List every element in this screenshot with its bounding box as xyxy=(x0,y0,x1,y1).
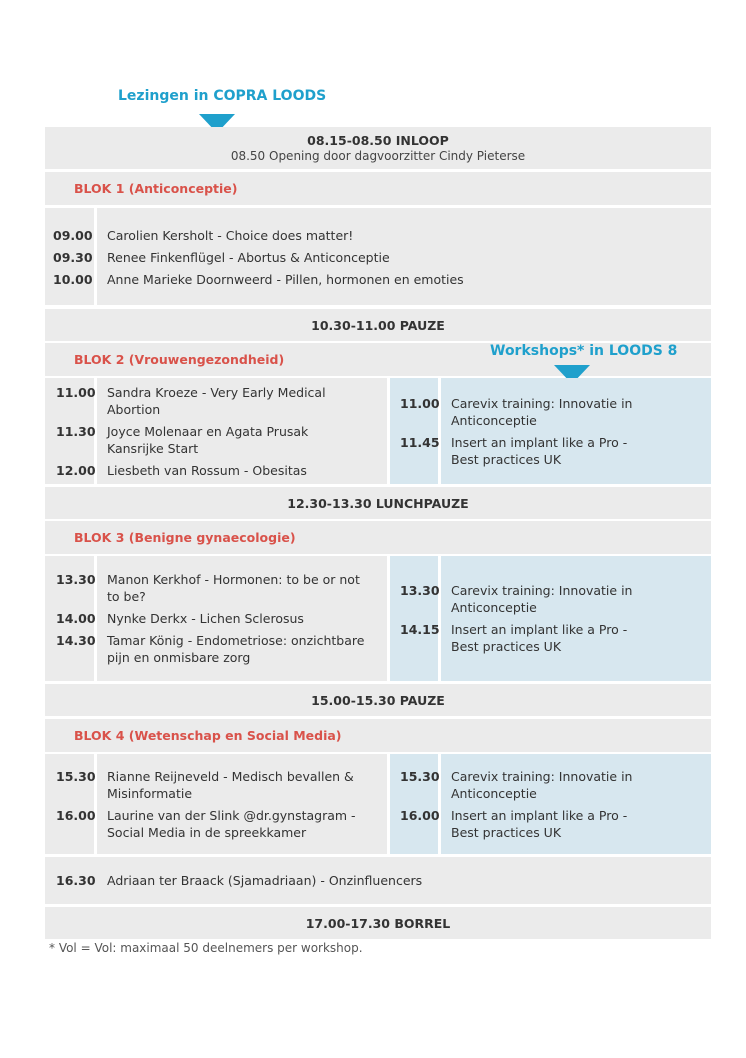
blok1-header xyxy=(45,172,711,205)
blok4-talk-1: Rianne Reijneveld - Medisch bevallen & Misinformatie xyxy=(107,769,354,801)
closing-talk-time: 16.30 xyxy=(56,873,96,888)
blok2-talk-2: Joyce Molenaar en Agata Prusak Kansrijke Start xyxy=(107,424,309,456)
blok1-title: BLOK 1 (Anticonceptie) xyxy=(74,181,238,196)
borrel-title: 17.00-17.30 BORREL xyxy=(305,916,451,931)
lunch-title: 12.30-13.30 LUNCHPAUZE xyxy=(287,496,469,511)
footnote: * Vol = Vol: maximaal 50 deelnemers per workshop. xyxy=(49,941,363,955)
blok3-workshop-time-2: 14.15 xyxy=(400,622,440,637)
blok2-workshop-time-column xyxy=(390,378,438,484)
pauze2-title: 15.00-15.30 PAUZE xyxy=(311,693,445,708)
blok4-talk-2: Laurine van der Slink @dr.gynstagram - Social Media in de spreekkamer xyxy=(107,808,356,840)
inloop-subtitle: 08.50 Opening door dagvoorzitter Cindy Pieterse xyxy=(230,149,526,163)
blok2-title: BLOK 2 (Vrouwengezondheid) xyxy=(74,352,285,367)
blok3-time-1: 13.30 xyxy=(56,572,96,587)
blok2-workshop-2: Insert an implant like a Pro - Best practices UK xyxy=(451,435,628,467)
blok2-time-1: 11.00 xyxy=(56,385,96,400)
blok3-header xyxy=(45,521,711,554)
blok4-workshop-time-2: 16.00 xyxy=(400,808,440,823)
workshops-venue-label: Workshops* in LOODS 8 xyxy=(490,343,678,359)
blok4-workshop-time-1: 15.30 xyxy=(400,769,440,784)
blok2-workshop-time-1: 11.00 xyxy=(400,396,440,411)
blok1-time-2: 09.30 xyxy=(53,250,93,265)
closing-talk-label: Adriaan ter Braack (Sjamadriaan) - Onzinfluencers xyxy=(107,873,423,888)
blok2-talk-1: Sandra Kroeze - Very Early Medical Abortion xyxy=(107,385,326,417)
closing-talk-row xyxy=(45,857,711,904)
lezingen-venue-label: Lezingen in COPRA LOODS xyxy=(118,88,327,104)
blok2-workshop-1: Carevix training: Innovatie in Anticonceptie xyxy=(451,396,633,428)
blok1-time-1: 09.00 xyxy=(53,228,93,243)
blok3-title: BLOK 3 (Benigne gynaecologie) xyxy=(74,530,296,545)
lunch-band xyxy=(45,487,711,519)
blok1-time-3: 10.00 xyxy=(53,272,93,287)
blok4-title: BLOK 4 (Wetenschap en Social Media) xyxy=(74,728,342,743)
blok4-time-2: 16.00 xyxy=(56,808,96,823)
blok1-talk-1: Carolien Kersholt - Choice does matter! xyxy=(107,228,354,243)
blok3-workshop-time-1: 13.30 xyxy=(400,583,440,598)
blok4-header xyxy=(45,719,711,752)
blok2-time-3: 12.00 xyxy=(56,463,96,478)
blok4-workshop-2: Insert an implant like a Pro - Best practices UK xyxy=(451,808,628,840)
blok3-workshop-2: Insert an implant like a Pro - Best practices UK xyxy=(451,622,628,654)
blok4-workshop-1: Carevix training: Innovatie in Anticonceptie xyxy=(451,769,633,801)
pauze1-band xyxy=(45,309,711,341)
blok2-talk-3: Liesbeth van Rossum - Obesitas xyxy=(107,463,307,478)
blok3-workshop-content xyxy=(441,556,711,681)
blok1-talk-2: Renee Finkenflügel - Abortus & Anticonceptie xyxy=(107,250,390,265)
blok3-time-2: 14.00 xyxy=(56,611,96,626)
blok3-workshop-time-column xyxy=(390,556,438,681)
borrel-band xyxy=(45,907,711,939)
blok4-time-1: 15.30 xyxy=(56,769,96,784)
blok3-talk-3: Tamar König - Endometriose: onzichtbare pijn en onmisbare zorg xyxy=(107,633,365,665)
blok3-talk-2: Nynke Derkx - Lichen Sclerosus xyxy=(107,611,304,626)
blok2-workshop-content xyxy=(441,378,711,484)
pauze1-title: 10.30-11.00 PAUZE xyxy=(311,318,445,333)
blok2-workshop-time-2: 11.45 xyxy=(400,435,440,450)
blok3-time-3: 14.30 xyxy=(56,633,96,648)
blok1-talk-3: Anne Marieke Doornweerd - Pillen, hormonen en emoties xyxy=(107,272,464,287)
inloop-title: 08.15-08.50 INLOOP xyxy=(307,133,449,148)
blok3-talk-1: Manon Kerkhof - Hormonen: to be or not to be? xyxy=(107,572,360,604)
pauze2-band xyxy=(45,684,711,716)
blok2-time-2: 11.30 xyxy=(56,424,96,439)
blok3-workshop-1: Carevix training: Innovatie in Anticonceptie xyxy=(451,583,633,615)
inloop-band xyxy=(45,127,711,169)
